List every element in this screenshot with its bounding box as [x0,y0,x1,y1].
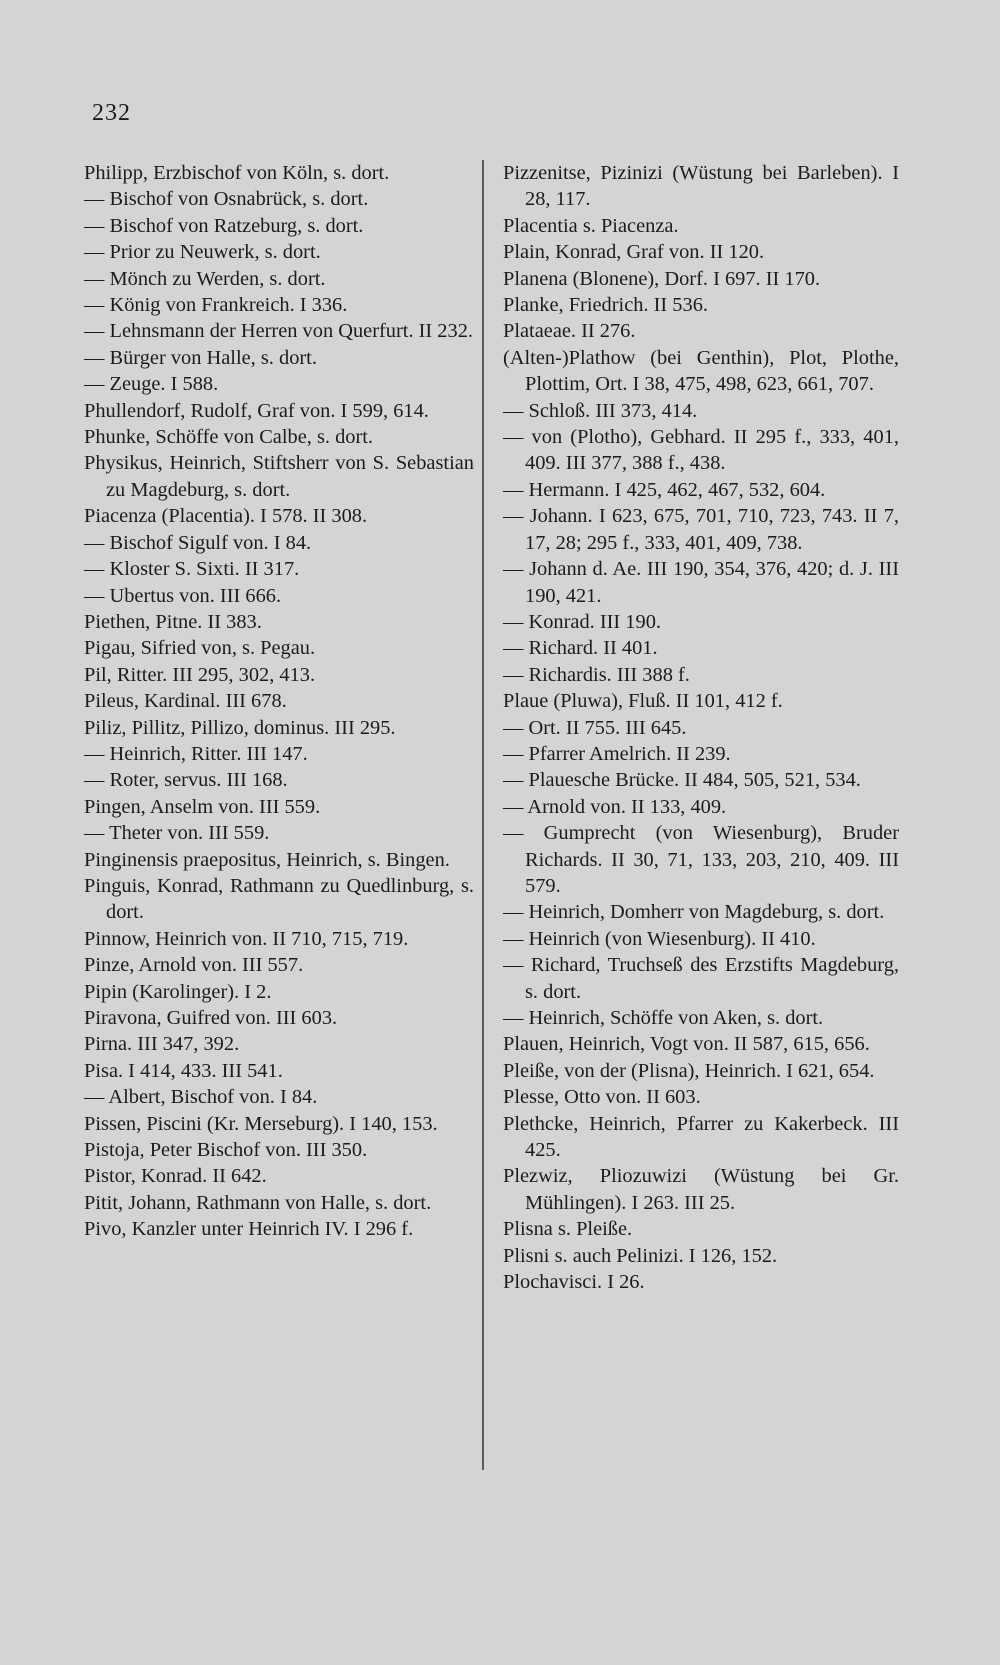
index-entry: — Pfarrer Amelrich. II 239. [503,742,731,765]
index-entry: — Heinrich, Domherr von Magdeburg, s. dort. [503,901,885,924]
index-entry: Pirna. III 347, 392. [84,1033,240,1056]
index-entry: — Kloster S. Sixti. II 317. [84,558,300,581]
index-entry: — Johann. I 623, 675, 701, 710, 723, 743. II 7, 17, 28; 295 f., 333, 401, 409, 738. [503,505,899,554]
index-entry: Pizzenitse, Pizinizi (Wüstung bei Barleben). I 28, 117. [503,162,899,211]
index-entry: Placentia s. Piacenza. [503,214,679,237]
index-entry: — Zeuge. I 588. [84,373,219,396]
index-entry: Piethen, Pitne. II 383. [84,610,262,633]
index-entry: Piacenza (Placentia). I 578. II 308. [84,505,368,528]
index-entry: Phunke, Schöffe von Calbe, s. dort. [84,426,374,449]
index-entry: Pil, Ritter. III 295, 302, 413. [84,663,316,686]
index-entry: Pinze, Arnold von. III 557. [84,954,304,977]
index-entry: Plethcke, Heinrich, Pfarrer zu Kakerbeck. III 425. [503,1112,899,1162]
index-entry: Pisa. I 414, 433. III 541. [84,1059,283,1082]
index-entry: Plain, Konrad, Graf von. II 120. [503,241,765,264]
index-entry: — Richard. II 401. [503,637,658,660]
index-entry: Pistoja, Peter Bischof von. III 350. [84,1139,368,1162]
index-entry: Plauen, Heinrich, Vogt von. II 587, 615, 656. [503,1033,870,1056]
index-entry: — Albert, Bischof von. I 84. [84,1086,318,1109]
index-entry: — Schloß. III 373, 414. [503,399,698,422]
index-entry: Pivo, Kanzler unter Heinrich IV. I 296 f. [84,1218,414,1241]
index-entry: — von (Plotho), Gebhard. II 295 f., 333, 401, 409. III 377, 388 f., 438. [503,426,899,475]
index-entry: — Prior zu Neuwerk, s. dort. [84,241,321,264]
index-entry: — Bischof von Osnabrück, s. dort. [84,188,369,211]
index-entry: — Arnold von. II 133, 409. [503,795,727,818]
index-entry: Planke, Friedrich. II 536. [503,294,708,317]
index-entry: Phullendorf, Rudolf, Graf von. I 599, 614. [84,399,429,422]
index-entry: — Gumprecht (von Wiesenburg), Bruder Richards. II 30, 71, 133, 203, 210, 409. III 579. [503,822,899,897]
index-entry: Piravona, Guifred von. III 603. [84,1007,338,1029]
index-entry: — Heinrich (von Wiesenburg). II 410. [503,927,816,950]
index-entry: Pileus, Kardinal. III 678. [84,690,287,713]
index-entry: Plesse, Otto von. II 603. [503,1086,701,1109]
index-entry: Plochavisci. I 26. [503,1271,645,1294]
index-entry: — Richard, Truchseß des Erzstifts Magdeburg, s. dort. [503,954,899,1003]
index-entry: Pinnow, Heinrich von. II 710, 715, 719. [84,927,409,950]
index-entry: Plisni s. auch Pelinizi. I 126, 152. [503,1244,778,1267]
index-entry: Piliz, Pillitz, Pillizo, dominus. III 295. [84,716,396,739]
index-entry: — Heinrich, Schöffe von Aken, s. dort. [503,1007,824,1029]
index-entry: — Roter, servus. III 168. [84,769,288,792]
index-entry: — Lehnsmann der Herren von Querfurt. II 232. [84,320,473,343]
page-number: 232 [92,100,131,126]
index-entry: — Johann d. Ae. III 190, 354, 376, 420; d. J. III 190, 421. [503,558,899,607]
index-entry: — Konrad. III 190. [503,610,661,633]
index-entry: Pleiße, von der (Plisna), Heinrich. I 621, 654. [503,1059,875,1082]
index-entry: Pinginensis praepositus, Heinrich, s. Bingen. [84,848,450,871]
index-entry: — Bischof von Ratzeburg, s. dort. [84,214,364,237]
index-entry: (Alten-)Plathow (bei Genthin), Plot, Plothe, Plottim, Ort. I 38, 475, 498, 623, 661, 707. [503,346,899,396]
index-entry: — Theter von. III 559. [84,822,270,845]
index-column-left [84,160,474,1243]
index-entry: Physikus, Heinrich, Stiftsherr von S. Sebastian zu Magdeburg, s. dort. [84,452,474,501]
index-entry: — Ubertus von. III 666. [84,584,282,607]
index-entry: — Ort. II 755. III 645. [503,716,687,739]
index-entry: Philipp, Erzbischof von Köln, s. dort. [84,162,390,184]
column-divider [482,160,484,1470]
index-entry: — Hermann. I 425, 462, 467, 532, 604. [503,478,826,501]
index-entry: Plisna s. Pleiße. [503,1218,633,1241]
index-entry: Planena (Blonene), Dorf. I 697. II 170. [503,267,821,290]
index-entry: — Mönch zu Werden, s. dort. [84,267,326,290]
index-entry: — Bischof Sigulf von. I 84. [84,531,312,554]
index-entry: Plataeae. II 276. [503,320,636,343]
index-entry: — Plauesche Brücke. II 484, 505, 521, 534. [503,769,861,792]
index-entry: — Heinrich, Ritter. III 147. [84,742,308,765]
index-entry: — Richardis. III 388 f. [503,663,690,686]
index-column-right [503,160,899,1295]
index-entry: Pinguis, Konrad, Rathmann zu Quedlinburg, s. dort. [84,874,474,924]
index-entry: Pitit, Johann, Rathmann von Halle, s. dort. [84,1191,432,1214]
index-entry: — Bürger von Halle, s. dort. [84,346,317,369]
index-entry: Plaue (Pluwa), Fluß. II 101, 412 f. [503,690,783,713]
index-entry: Pipin (Karolinger). I 2. [84,980,272,1003]
index-entry: Pistor, Konrad. II 642. [84,1165,267,1188]
index-entry: Pigau, Sifried von, s. Pegau. [84,637,316,660]
index-entry: Pingen, Anselm von. III 559. [84,795,321,818]
index-entry: Plezwiz, Pliozuwizi (Wüstung bei Gr. Mühlingen). I 263. III 25. [503,1165,899,1214]
index-entry: — König von Frankreich. I 336. [84,294,348,317]
index-entry: Pissen, Piscini (Kr. Merseburg). I 140, 153. [84,1112,438,1135]
